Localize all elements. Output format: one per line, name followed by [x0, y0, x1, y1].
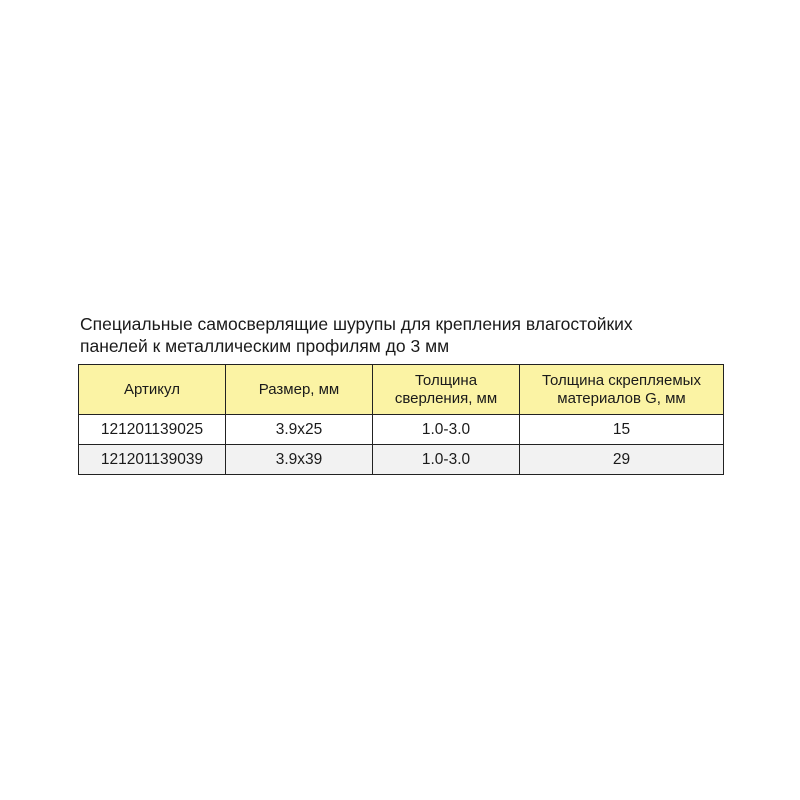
cell-material-thickness: 29	[520, 445, 724, 475]
document-title-line-2: панелей к металлическим профилям до 3 мм	[80, 336, 450, 356]
table-row	[79, 415, 724, 445]
cell-drill-thickness: 1.0-3.0	[373, 415, 520, 445]
document-title	[80, 313, 723, 357]
header-material-thickness	[520, 365, 724, 415]
specs-table	[78, 364, 724, 475]
cell-size: 3.9x39	[226, 445, 373, 475]
header-drill-thickness	[373, 365, 520, 415]
cell-material-thickness: 15	[520, 415, 724, 445]
header-drill-thickness-line-2: сверления, мм	[394, 389, 498, 407]
header-size	[226, 365, 373, 415]
document	[78, 313, 723, 475]
cell-drill-thickness: 1.0-3.0	[373, 445, 520, 475]
header-material-thickness-line-2: материалов G, мм	[557, 389, 686, 407]
cell-article: 121201139025	[79, 415, 226, 445]
header-size-label: Размер, мм	[258, 380, 340, 398]
table-row	[79, 445, 724, 475]
table-header-row	[79, 365, 724, 415]
document-title-line-1: Специальные самосверлящие шурупы для крепления влагостойких	[80, 314, 633, 334]
header-article	[79, 365, 226, 415]
header-drill-thickness-line-1: Толщина	[414, 371, 478, 389]
cell-article: 121201139039	[79, 445, 226, 475]
cell-size: 3.9x25	[226, 415, 373, 445]
header-article-label: Артикул	[124, 380, 180, 398]
header-material-thickness-line-1: Толщина скрепляемых	[542, 371, 701, 389]
